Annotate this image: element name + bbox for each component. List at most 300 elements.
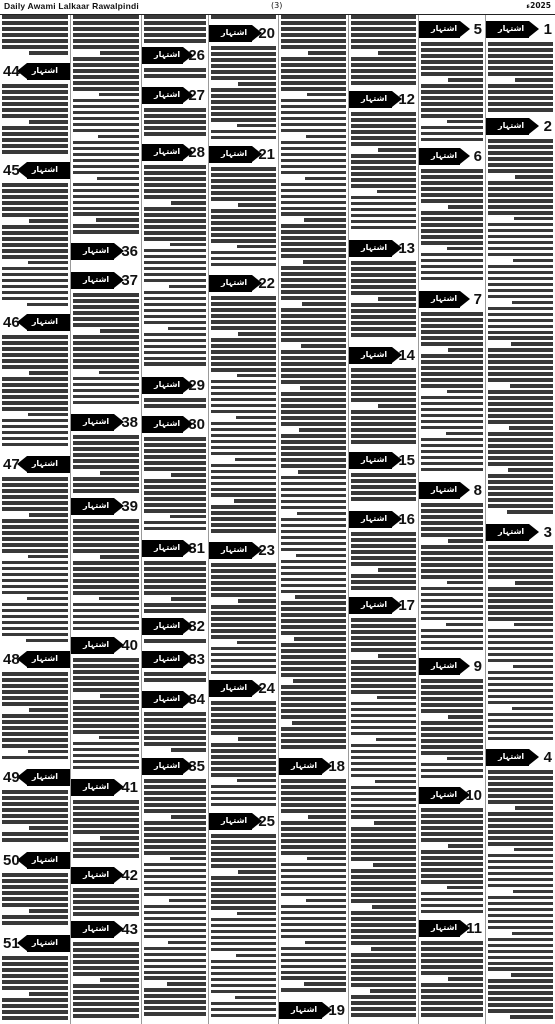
- header-script: اشتہار: [154, 654, 181, 663]
- text-line: [100, 51, 139, 55]
- text-line: [170, 515, 206, 519]
- text-line: [281, 189, 346, 193]
- ad-header-11: [419, 918, 485, 939]
- text-line: [421, 42, 483, 46]
- text-line: [144, 917, 206, 921]
- ad-body-text: [2, 183, 68, 311]
- text-line: [488, 689, 553, 693]
- text-line: [211, 743, 276, 747]
- text-line: [144, 189, 206, 193]
- text-line: [2, 621, 68, 625]
- text-line: [447, 120, 483, 124]
- text-line: [73, 543, 139, 547]
- text-line: [236, 416, 276, 420]
- ad-number: 24: [258, 680, 275, 697]
- text-line: [2, 335, 68, 339]
- text-line: [144, 291, 206, 295]
- text-line: [73, 341, 139, 345]
- text-line: [2, 401, 68, 405]
- text-line: [73, 195, 139, 199]
- text-line: [211, 701, 276, 705]
- text-line: [2, 1010, 68, 1014]
- text-line: [281, 476, 346, 480]
- text-line: [2, 279, 68, 283]
- ad-number: 29: [188, 377, 205, 394]
- text-line: [488, 402, 553, 406]
- text-line: [281, 685, 346, 689]
- text-line: [351, 983, 416, 987]
- text-line: [211, 493, 276, 497]
- ad-header-32: [142, 616, 208, 637]
- text-line: [73, 682, 139, 686]
- text-line: [447, 390, 483, 394]
- text-line: [281, 362, 346, 366]
- text-line: [29, 120, 68, 124]
- text-line: [144, 779, 206, 783]
- text-line: [351, 744, 416, 748]
- text-line: [421, 114, 483, 118]
- text-line: [281, 446, 346, 450]
- text-line: [144, 183, 206, 187]
- text-line: [2, 231, 68, 235]
- text-line: [351, 279, 416, 283]
- text-line: [281, 63, 346, 67]
- text-line: [73, 69, 139, 73]
- ad-number: 18: [328, 758, 345, 775]
- text-line: [211, 924, 276, 928]
- text-line: [281, 183, 346, 187]
- header-script: اشتہار: [221, 278, 248, 287]
- text-line: [144, 362, 206, 366]
- ad-column: [208, 15, 278, 1024]
- text-line: [421, 679, 483, 683]
- text-line: [211, 671, 276, 675]
- text-line: [512, 301, 553, 305]
- text-line: [100, 694, 139, 698]
- text-line: [211, 617, 276, 621]
- text-line: [73, 585, 139, 589]
- text-line: [488, 211, 553, 215]
- text-line: [73, 754, 139, 758]
- ad-header-27: [142, 85, 208, 106]
- text-line: [421, 545, 483, 549]
- text-line: [351, 845, 416, 849]
- text-line: [73, 447, 139, 451]
- text-line: [281, 923, 346, 927]
- text-line: [351, 485, 416, 489]
- text-line: [281, 715, 346, 719]
- ad-number: 21: [258, 146, 275, 163]
- text-line: [238, 82, 276, 86]
- text-line: [144, 479, 206, 483]
- text-line: [421, 838, 483, 842]
- text-line: [375, 780, 416, 784]
- ad-body-text: [351, 473, 416, 508]
- text-line: [488, 193, 553, 197]
- text-line: [351, 550, 416, 554]
- text-line: [73, 888, 139, 892]
- text-line: [2, 903, 68, 907]
- text-line: [488, 414, 553, 418]
- text-line: [421, 685, 483, 689]
- ad-header-41: [71, 777, 141, 798]
- text-line: [351, 953, 416, 957]
- text-line: [488, 950, 553, 954]
- text-line: [421, 324, 483, 328]
- text-line: [351, 875, 416, 879]
- text-line: [2, 237, 68, 241]
- text-line: [100, 836, 139, 840]
- text-line: [421, 187, 483, 191]
- ad-number: 22: [258, 275, 275, 292]
- text-line: [73, 830, 139, 834]
- text-line: [211, 906, 276, 910]
- text-line: [2, 389, 68, 393]
- text-line: [281, 863, 346, 867]
- text-line: [211, 464, 276, 468]
- text-line: [211, 302, 276, 306]
- ad-header-49: [0, 767, 70, 788]
- text-line: [488, 319, 553, 323]
- text-line: [144, 315, 206, 319]
- text-line: [281, 422, 346, 426]
- text-line: [73, 293, 139, 297]
- text-line: [488, 997, 553, 1001]
- text-line: [211, 362, 276, 366]
- text-line: [168, 327, 206, 331]
- text-line: [73, 706, 139, 710]
- text-line: [421, 751, 483, 755]
- text-line: [488, 659, 553, 663]
- text-line: [144, 567, 206, 571]
- ad-body-text: [73, 519, 139, 634]
- ad-header-21: [209, 144, 278, 165]
- ad-number: 17: [398, 597, 415, 614]
- text-line: [281, 869, 346, 873]
- text-line: [144, 875, 206, 879]
- text-line: [73, 724, 139, 728]
- text-line: [351, 410, 416, 414]
- text-line: [2, 519, 68, 523]
- text-line: [211, 470, 276, 474]
- text-line: [211, 392, 276, 396]
- text-line: [421, 66, 483, 70]
- text-line: [351, 479, 416, 483]
- text-line: [488, 313, 553, 317]
- text-line: [421, 372, 483, 376]
- text-line: [281, 661, 346, 665]
- text-line: [2, 377, 68, 381]
- text-line: [295, 595, 346, 599]
- text-line: [488, 438, 553, 442]
- text-line: [73, 591, 139, 595]
- text-line: [211, 221, 276, 225]
- text-line: [351, 27, 416, 31]
- text-line: [144, 321, 206, 325]
- text-line: [96, 218, 139, 222]
- text-line: [488, 938, 553, 942]
- text-line: [73, 531, 139, 535]
- text-line: [73, 153, 139, 157]
- text-line: [514, 217, 553, 221]
- ad-header-14: [349, 345, 418, 366]
- ad-number: 49: [3, 769, 20, 786]
- text-line: [73, 335, 139, 339]
- text-line: [2, 915, 68, 919]
- text-line: [144, 273, 206, 277]
- text-line: [211, 434, 276, 438]
- text-line: [488, 163, 553, 167]
- text-line: [2, 495, 68, 499]
- text-line: [211, 296, 276, 300]
- text-line: [421, 366, 483, 370]
- text-line: [2, 483, 68, 487]
- text-line: [144, 905, 206, 909]
- text-line: [306, 899, 346, 903]
- text-line: [351, 1001, 416, 1005]
- text-line: [2, 956, 68, 960]
- text-line: [488, 794, 553, 798]
- text-line: [27, 597, 68, 601]
- text-line: [281, 410, 346, 414]
- text-line: [211, 936, 276, 940]
- text-line: [488, 611, 553, 615]
- text-line: [211, 948, 276, 952]
- ad-header-31: [142, 538, 208, 559]
- text-line: [2, 615, 68, 619]
- text-line: [281, 500, 346, 504]
- text-line: [73, 525, 139, 529]
- text-line: [211, 488, 276, 492]
- ad-number: 46: [3, 314, 20, 331]
- text-line: [99, 736, 139, 740]
- text-line: [73, 676, 139, 680]
- ad-number: 11: [466, 920, 482, 937]
- text-line: [488, 199, 553, 203]
- text-line: [351, 63, 416, 67]
- text-line: [488, 432, 553, 436]
- text-line: [211, 791, 276, 795]
- text-line: [421, 384, 483, 388]
- text-line: [171, 201, 206, 205]
- header-script: اشتہار: [498, 752, 525, 761]
- text-line: [2, 255, 68, 259]
- text-line: [351, 497, 416, 501]
- text-line: [281, 821, 346, 825]
- text-line: [144, 27, 206, 31]
- text-line: [281, 314, 346, 318]
- text-line: [281, 201, 346, 205]
- text-line: [421, 641, 483, 645]
- text-line: [2, 431, 68, 435]
- text-line: [211, 130, 276, 134]
- ad-body-text: [73, 15, 139, 241]
- text-line: [2, 897, 68, 901]
- text-line: [488, 169, 553, 173]
- text-line: [73, 537, 139, 541]
- text-line: [421, 229, 483, 233]
- text-line: [351, 184, 416, 188]
- text-line: [421, 1001, 483, 1005]
- text-line: [211, 167, 276, 171]
- text-line: [2, 1004, 68, 1008]
- text-line: [144, 1006, 206, 1010]
- text-line: [488, 229, 553, 233]
- ad-header-5: [419, 19, 485, 40]
- text-line: [281, 809, 346, 813]
- text-line: [2, 207, 68, 211]
- text-line: [144, 449, 206, 453]
- text-line: [281, 278, 346, 282]
- text-line: [237, 374, 276, 378]
- text-line: [308, 815, 346, 819]
- text-line: [351, 630, 416, 634]
- text-line: [351, 720, 416, 724]
- text-line: [296, 554, 346, 558]
- text-line: [2, 285, 68, 289]
- text-line: [488, 635, 553, 639]
- text-line: [351, 368, 416, 372]
- text-line: [144, 237, 206, 241]
- text-line: [144, 929, 206, 933]
- header-script: اشتہار: [431, 790, 458, 799]
- text-line: [281, 320, 346, 324]
- header-script: اشتہار: [31, 165, 58, 174]
- text-line: [488, 860, 553, 864]
- text-line: [281, 488, 346, 492]
- text-line: [448, 977, 483, 981]
- text-line: [144, 851, 206, 855]
- text-line: [421, 396, 483, 400]
- text-line: [351, 428, 416, 432]
- ad-number: 23: [258, 542, 275, 559]
- ad-number: 10: [465, 787, 482, 804]
- text-line: [281, 803, 346, 807]
- header-script: اشتہار: [221, 683, 248, 692]
- text-line: [351, 815, 416, 819]
- text-line: [144, 579, 206, 583]
- text-line: [351, 977, 416, 981]
- text-line: [73, 183, 139, 187]
- text-line: [421, 126, 483, 130]
- text-line: [421, 378, 483, 382]
- text-line: [512, 932, 553, 936]
- text-line: [73, 323, 139, 327]
- text-line: [488, 151, 553, 155]
- text-line: [421, 1007, 483, 1011]
- text-line: [211, 978, 276, 982]
- text-line: [2, 591, 68, 595]
- text-line: [351, 440, 416, 444]
- text-line: [421, 456, 483, 460]
- text-line: [73, 912, 139, 916]
- text-line: [351, 786, 416, 790]
- text-line: [2, 365, 68, 369]
- header-script: اشتہار: [83, 640, 110, 649]
- text-line: [281, 290, 346, 294]
- text-line: [235, 996, 276, 1000]
- header-script: اشتہار: [154, 90, 181, 99]
- text-line: [421, 277, 483, 281]
- ad-number: 16: [398, 511, 415, 528]
- text-line: [351, 45, 416, 49]
- text-line: [144, 351, 206, 355]
- text-line: [73, 129, 139, 133]
- text-line: [2, 579, 68, 583]
- ad-header-29: [142, 375, 208, 396]
- text-line: [211, 755, 276, 759]
- header-script: اشتہار: [31, 654, 58, 663]
- text-line: [144, 68, 206, 72]
- ad-number: 26: [188, 47, 205, 64]
- ad-body-text: [144, 437, 206, 537]
- text-line: [237, 912, 276, 916]
- text-line: [378, 51, 416, 55]
- text-line: [2, 501, 68, 505]
- text-line: [2, 383, 68, 387]
- text-line: [281, 326, 346, 330]
- text-line: [144, 965, 206, 969]
- ad-number: 32: [188, 618, 205, 635]
- text-line: [73, 489, 139, 493]
- text-line: [211, 452, 276, 456]
- text-line: [351, 124, 416, 128]
- header-script: اشتہار: [83, 501, 110, 510]
- text-line: [281, 791, 346, 795]
- text-line: [281, 893, 346, 897]
- text-line: [73, 1002, 139, 1006]
- text-line: [351, 574, 416, 578]
- text-line: [488, 486, 553, 490]
- text-line: [421, 336, 483, 340]
- ad-number: 47: [3, 456, 20, 473]
- ad-body-text: [351, 532, 416, 594]
- text-line: [73, 942, 139, 946]
- header-wedge: [460, 148, 470, 164]
- text-line: [281, 236, 346, 240]
- text-line: [488, 896, 553, 900]
- text-line: [144, 971, 206, 975]
- text-line: [281, 779, 346, 783]
- ad-body-text: [144, 561, 206, 615]
- text-line: [421, 108, 483, 112]
- text-line: [488, 914, 553, 918]
- text-line: [281, 733, 346, 737]
- ad-number: 48: [3, 651, 20, 668]
- text-line: [370, 989, 416, 993]
- text-line: [281, 159, 346, 163]
- text-line: [211, 894, 276, 898]
- text-line: [488, 695, 553, 699]
- text-line: [351, 666, 416, 670]
- text-line: [73, 972, 139, 976]
- text-line: [421, 965, 483, 969]
- text-line: [2, 543, 68, 547]
- text-line: [2, 395, 68, 399]
- text-line: [513, 259, 553, 263]
- text-line: [297, 512, 346, 516]
- text-line: [281, 416, 346, 420]
- text-line: [421, 253, 483, 257]
- text-line: [488, 575, 553, 579]
- text-line: [488, 782, 553, 786]
- text-line: [281, 458, 346, 462]
- text-line: [73, 658, 139, 662]
- text-line: [211, 440, 276, 444]
- text-line: [144, 730, 206, 734]
- ad-body-text: [2, 790, 68, 849]
- header-script: اشتہار: [291, 761, 318, 770]
